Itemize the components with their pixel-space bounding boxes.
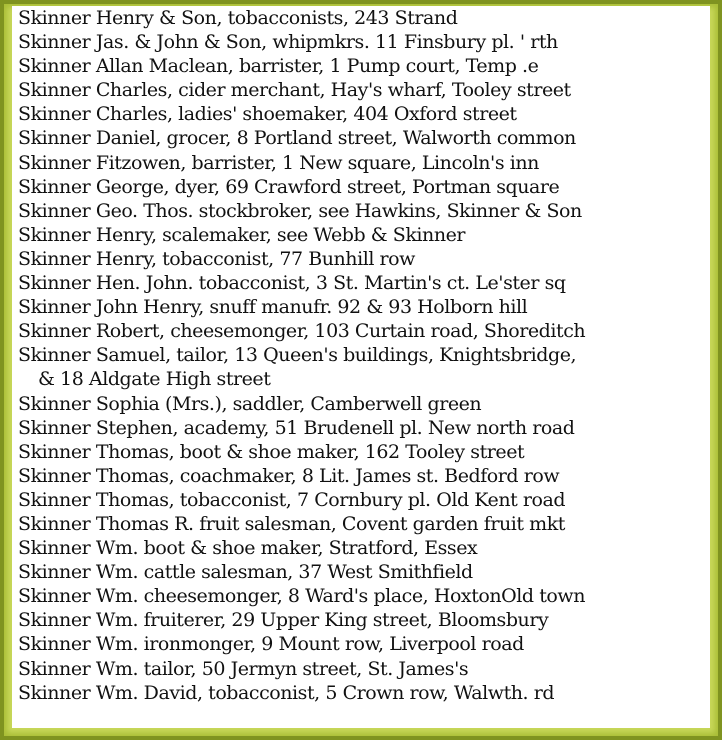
directory-entry: Skinner Wm. David, tobacconist, 5 Crown row, Walwth. rd [18,681,555,704]
directory-entry: Skinner Henry, scalemaker, see Webb & Skinner [18,223,466,246]
directory-entry: Skinner Wm. boot & shoe maker, Stratford, Essex [18,537,478,560]
directory-entry: Skinner Robert, cheesemonger, 103 Curtain road, Shoreditch [18,320,586,343]
directory-entry: Skinner Fitzowen, barrister, 1 New square, Lincoln's inn [18,151,539,174]
directory-entry: Skinner Henry & Son, tobacconists, 243 Strand [18,7,458,29]
directory-entry: Skinner Allan Maclean, barrister, 1 Pump court, Temp .e [18,55,539,78]
directory-entry-continuation: & 18 Aldgate High street [38,368,271,391]
directory-entry: Skinner Wm. cheesemonger, 8 Ward's place, HoxtonOld town [18,585,585,608]
directory-entry: Skinner Jas. & John & Son, whipmkrs. 11 Finsbury pl. ' rth [18,31,558,54]
directory-entries [12,6,710,705]
directory-entry: Skinner Wm. ironmonger, 9 Mount row, Liverpool road [18,633,524,656]
directory-entry: Skinner Charles, ladies' shoemaker, 404 Oxford street [18,103,517,126]
directory-entry: Skinner Geo. Thos. stockbroker, see Hawkins, Skinner & Son [18,199,582,222]
directory-entry: Skinner Wm. fruiterer, 29 Upper King street, Bloomsbury [18,609,549,632]
directory-entry: Skinner Thomas, tobacconist, 7 Cornbury pl. Old Kent road [18,488,566,511]
directory-entry: Skinner John Henry, snuff manufr. 92 & 93 Holborn hill [18,296,528,319]
directory-entry: Skinner Wm. cattle salesman, 37 West Smithfield [18,561,473,584]
directory-entry: Skinner Charles, cider merchant, Hay's wharf, Tooley street [18,79,571,102]
directory-entry: Skinner Wm. tailor, 50 Jermyn street, St. James's [18,657,469,680]
directory-entry: Skinner Samuel, tailor, 13 Queen's buildings, Knightsbridge, [18,344,577,367]
directory-entry: Skinner Thomas, coachmaker, 8 Lit. James st. Bedford row [18,464,560,487]
directory-entry: Skinner Hen. John. tobacconist, 3 St. Martin's ct. Le'ster sq [18,272,566,295]
directory-entry: Skinner George, dyer, 69 Crawford street, Portman square [18,175,560,198]
directory-entry: Skinner Stephen, academy, 51 Brudenell pl. New north road [18,416,575,439]
directory-entry: Skinner Thomas, boot & shoe maker, 162 Tooley street [18,440,525,463]
directory-entry: Skinner Daniel, grocer, 8 Portland street, Walworth common [18,127,576,150]
directory-entry: Skinner Thomas R. fruit salesman, Covent garden fruit mkt [18,512,565,535]
directory-entry: Skinner Henry, tobacconist, 77 Bunhill row [18,247,415,270]
directory-page [12,6,710,728]
directory-entry: Skinner Sophia (Mrs.), saddler, Camberwell green [18,392,482,415]
